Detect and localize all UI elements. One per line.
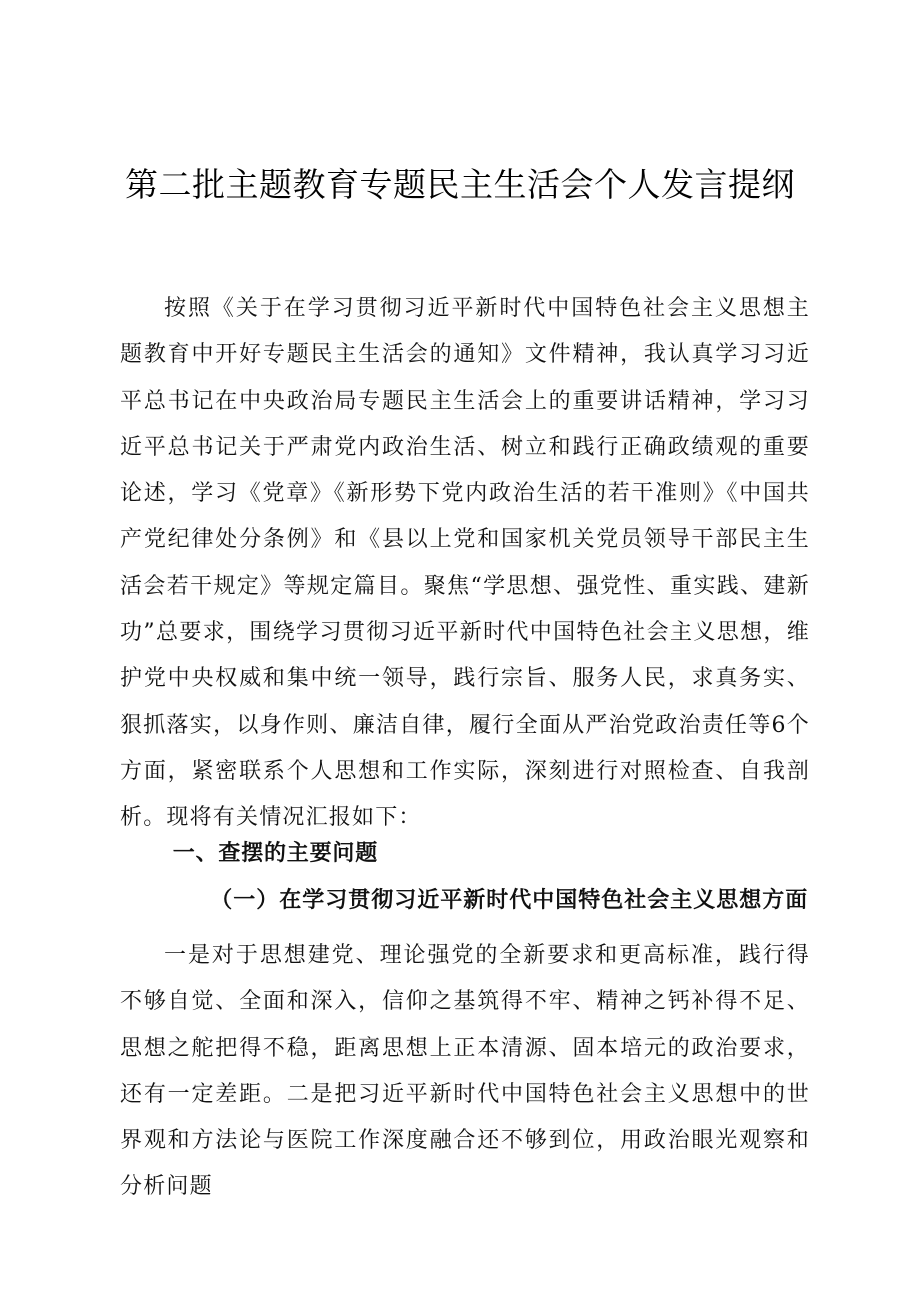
body-paragraph: 一是对于思想建党、理论强党的全新要求和更高标准，践行得不够自觉、全面和深入，信仰之基筑得不牢、精神之钙补得不足、思想之舵把得不稳，距离思想上正本清源、固本培元的政治要求，还有一定差距。二是把习近平新时代中国特色社会主义思想中的世界观和方法论与医院工作深度融合还不够到位，用政治眼光观察和分析问题: [120, 943, 810, 1200]
intro-paragraph: 按照《关于在学习贯彻习近平新时代中国特色社会主义思想主题教育中开好专题民主生活会的通知》文件精神，我认真学习习近平总书记在中央政治局专题民主生活会上的重要讲话精神，学习习近平总书记关于严肃党内政治生活、树立和践行正确政绩观的重要论述，学习《党章》《新形势下党内政治生活的若干准则》《中国共产党纪律处分条例》和《县以上党和国家机关党员领导干部民主生活会若干规定》等规定篇目。聚焦“学思想、强党性、重实践、建新功”总要求，围绕学习贯彻习近平新时代中国特色社会主义思想，维护党中央权威和集中统一领导，践行宗旨、服务人民，求真务实、狠抓落实，以身作则、廉洁自律，履行全面从严治党政治责任等6个方面，紧密联系个人思想和工作实际，深刻进行对照检查、自我剖析。现将有关情况汇报如下：: [120, 296, 810, 831]
section-heading: 一、查摆的主要问题: [172, 841, 378, 866]
document-title: 第二批主题教育专题民主生活会个人发言提纲: [125, 165, 795, 204]
sub-heading: （一）在学习贯彻习近平新时代中国特色社会主义思想方面: [210, 887, 809, 913]
